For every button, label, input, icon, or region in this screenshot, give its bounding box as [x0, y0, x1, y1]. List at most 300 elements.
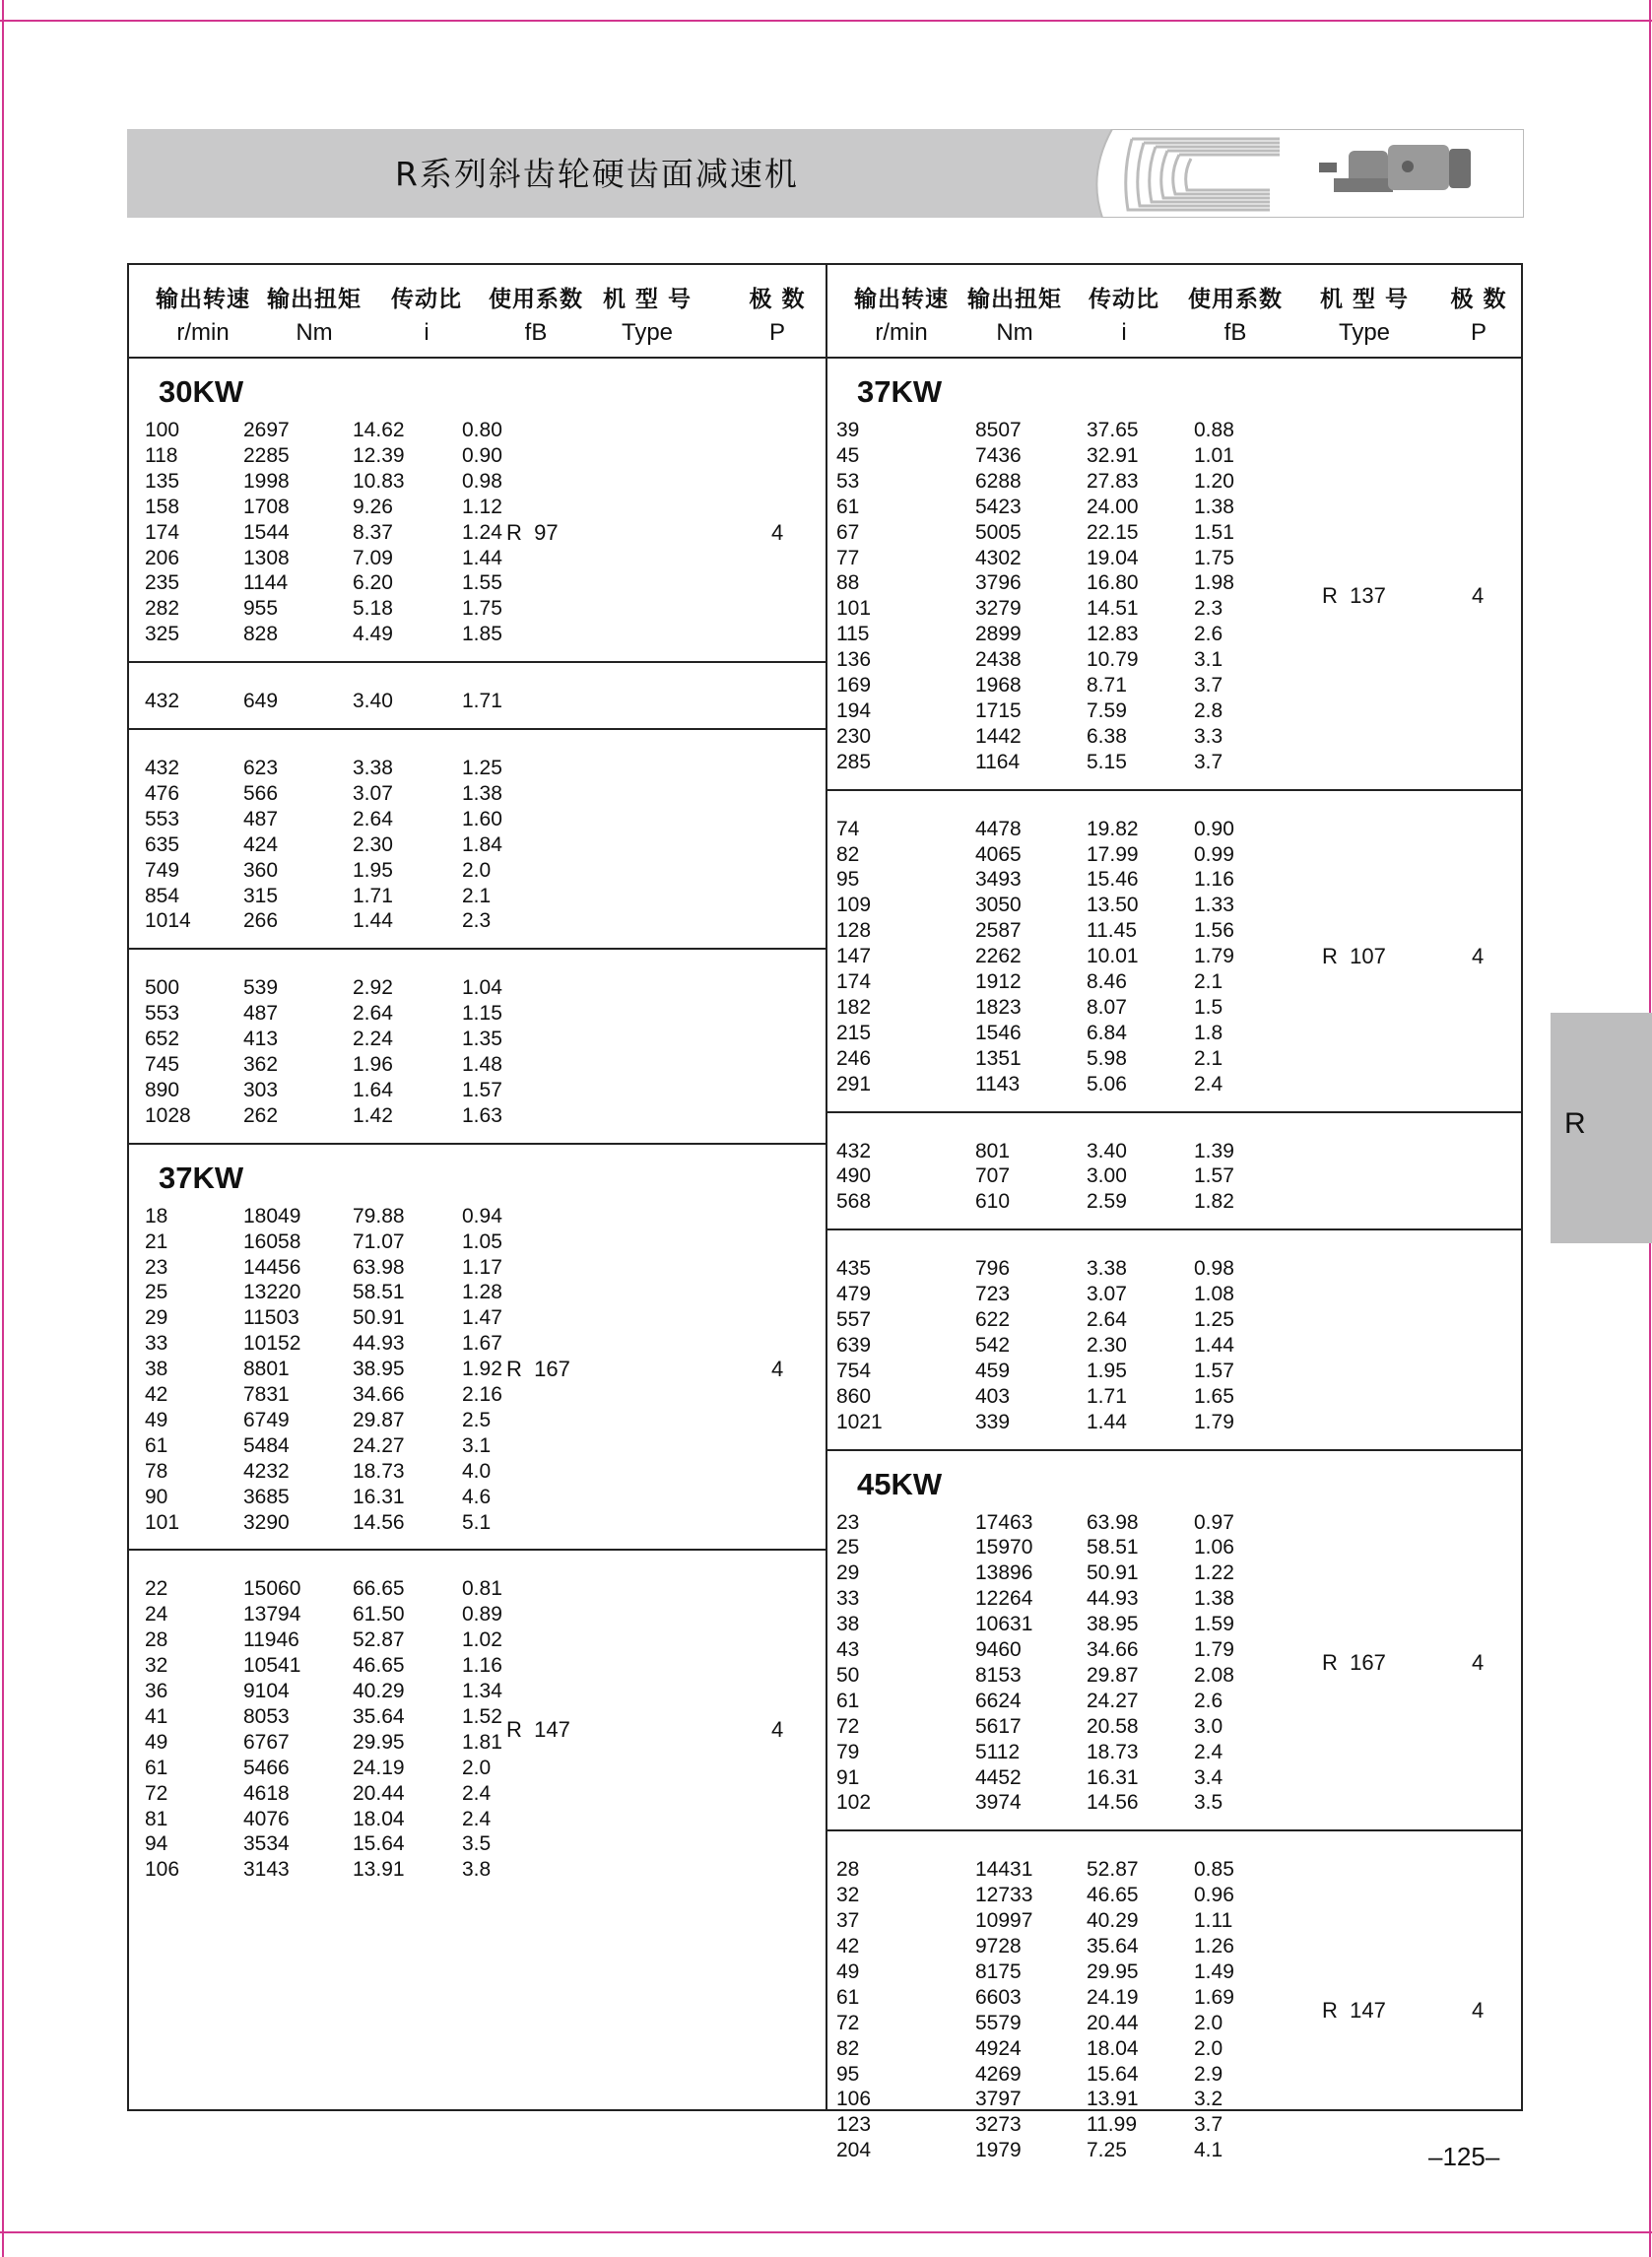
block-separator: [129, 661, 826, 663]
section-tab[interactable]: [1551, 1013, 1652, 1243]
column-header-cn: 传动比: [1089, 287, 1159, 312]
ratio-cell: 6.38: [1087, 724, 1127, 748]
speed-cell: 32: [145, 1654, 168, 1678]
speed-cell: 61: [836, 1985, 860, 2009]
torque-cell: 955: [243, 597, 279, 621]
torque-cell: 4232: [243, 1459, 290, 1483]
ratio-cell: 13.50: [1087, 894, 1139, 917]
ratio-cell: 44.93: [1087, 1587, 1139, 1611]
speed-cell: 135: [145, 469, 180, 493]
torque-cell: 539: [243, 976, 279, 1000]
speed-cell: 500: [145, 976, 180, 1000]
service-factor-cell: 1.48: [462, 1053, 502, 1076]
speed-cell: 147: [836, 945, 872, 968]
service-factor-cell: 0.99: [1194, 842, 1234, 866]
ratio-cell: 24.27: [353, 1433, 405, 1457]
speed-cell: 33: [836, 1587, 860, 1611]
ratio-cell: 20.44: [353, 1781, 405, 1805]
speed-cell: 639: [836, 1333, 872, 1357]
torque-cell: 15970: [975, 1536, 1033, 1560]
service-factor-cell: 1.51: [1194, 520, 1234, 544]
ratio-cell: 61.50: [353, 1603, 405, 1626]
ratio-cell: 44.93: [353, 1332, 405, 1356]
column-header-unit: P: [768, 319, 785, 346]
torque-cell: 8053: [243, 1704, 290, 1728]
torque-cell: 3796: [975, 571, 1022, 595]
service-factor-cell: 1.16: [1194, 868, 1234, 892]
service-factor-cell: 2.4: [462, 1807, 492, 1830]
torque-cell: 424: [243, 832, 279, 856]
speed-cell: 568: [836, 1190, 872, 1214]
column-header-unit: Nm: [996, 319, 1033, 346]
torque-cell: 1308: [243, 546, 290, 569]
header-rule: [827, 357, 1523, 359]
speed-cell: 90: [145, 1485, 168, 1508]
torque-cell: 2262: [975, 945, 1022, 968]
torque-cell: 5423: [975, 495, 1022, 518]
service-factor-cell: 1.16: [462, 1654, 502, 1678]
column-header-unit: i: [424, 319, 430, 346]
speed-cell: 61: [836, 1689, 860, 1712]
torque-cell: 7436: [975, 443, 1022, 467]
ratio-cell: 40.29: [353, 1680, 405, 1702]
service-factor-cell: 4.0: [462, 1459, 492, 1483]
speed-cell: 1021: [836, 1410, 883, 1433]
block-separator: [129, 1549, 826, 1551]
torque-cell: 6603: [975, 1985, 1022, 2009]
torque-cell: 2285: [243, 443, 290, 467]
speed-cell: 32: [836, 1884, 860, 1907]
service-factor-cell: 2.4: [462, 1781, 492, 1805]
service-factor-cell: 1.06: [1194, 1536, 1234, 1560]
service-factor-cell: 1.20: [1194, 469, 1234, 493]
torque-cell: 1351: [975, 1046, 1022, 1070]
torque-cell: 8175: [975, 1959, 1022, 1983]
ratio-cell: 8.71: [1087, 674, 1127, 697]
ratio-cell: 16.31: [1087, 1765, 1139, 1789]
speed-cell: 282: [145, 597, 180, 621]
service-factor-cell: 1.75: [462, 597, 502, 621]
speed-cell: 325: [145, 623, 180, 646]
speed-cell: 432: [145, 757, 180, 779]
speed-cell: 115: [836, 623, 870, 646]
speed-cell: 24: [145, 1603, 168, 1626]
speed-cell: 28: [145, 1628, 168, 1652]
service-factor-cell: 0.81: [462, 1577, 502, 1601]
torque-cell: 828: [243, 623, 279, 646]
table-row: [0, 1934, 1234, 1959]
service-factor-cell: 1.85: [462, 623, 502, 646]
torque-cell: 1968: [975, 674, 1022, 697]
ratio-cell: 29.87: [353, 1408, 405, 1431]
speed-cell: 128: [836, 919, 872, 943]
torque-cell: 315: [243, 884, 279, 907]
service-factor-cell: 1.60: [462, 807, 502, 830]
torque-cell: 4618: [243, 1781, 290, 1805]
service-factor-cell: 1.79: [1194, 1410, 1234, 1433]
service-factor-cell: 0.97: [1194, 1510, 1234, 1534]
page-title: R系列斜齿轮硬齿面减速机: [395, 155, 799, 193]
table-row: [0, 944, 1234, 969]
service-factor-cell: 1.5: [1194, 995, 1223, 1019]
pole-count: 4: [1472, 1997, 1485, 2023]
torque-cell: 1823: [975, 995, 1022, 1019]
ratio-cell: 14.56: [1087, 1791, 1139, 1815]
torque-cell: 11503: [243, 1306, 299, 1330]
table-row: [0, 1229, 502, 1255]
service-factor-cell: 2.3: [462, 909, 492, 933]
service-factor-cell: 1.02: [462, 1628, 502, 1652]
speed-cell: 23: [145, 1255, 168, 1279]
torque-cell: 3797: [975, 2088, 1022, 2111]
service-factor-cell: 0.98: [462, 469, 502, 493]
table-row: [0, 1139, 1234, 1164]
torque-cell: 723: [975, 1283, 1011, 1306]
ratio-cell: 29.95: [353, 1730, 405, 1754]
ratio-cell: 66.65: [353, 1577, 405, 1601]
speed-cell: 88: [836, 571, 860, 595]
speed-cell: 174: [836, 970, 872, 993]
speed-cell: 246: [836, 1046, 872, 1070]
torque-cell: 4302: [975, 546, 1022, 569]
block-separator: [129, 728, 826, 730]
torque-cell: 9104: [243, 1680, 290, 1702]
speed-cell: 557: [836, 1308, 872, 1331]
ratio-cell: 13.91: [1087, 2088, 1139, 2111]
column-header-unit: i: [1121, 319, 1127, 346]
speed-cell: 23: [836, 1510, 860, 1534]
torque-cell: 1708: [243, 495, 290, 518]
torque-cell: 14431: [975, 1858, 1033, 1882]
column-header-cn: 使用系数: [489, 287, 583, 312]
speed-cell: 291: [836, 1072, 872, 1095]
service-factor-cell: 2.1: [1194, 1046, 1223, 1070]
pole-count: 4: [771, 1357, 784, 1382]
ratio-cell: 8.46: [1087, 970, 1127, 993]
ratio-cell: 63.98: [353, 1255, 405, 1279]
speed-cell: 38: [145, 1358, 168, 1381]
service-factor-cell: 3.2: [1194, 2088, 1223, 2111]
service-factor-cell: 3.7: [1194, 674, 1223, 697]
table-row: [0, 1433, 492, 1459]
ratio-cell: 24.00: [1087, 495, 1139, 518]
speed-cell: 78: [145, 1459, 168, 1483]
service-factor-cell: 1.11: [1194, 1909, 1233, 1933]
power-rating: 30KW: [159, 374, 244, 409]
block-separator: [129, 1143, 826, 1145]
column-header-unit: P: [1470, 319, 1487, 346]
speed-cell: 45: [836, 443, 860, 467]
ratio-cell: 16.31: [353, 1485, 405, 1508]
service-factor-cell: 2.0: [1194, 2011, 1223, 2034]
ratio-cell: 14.56: [353, 1510, 405, 1534]
ratio-cell: 6.84: [1087, 1021, 1127, 1044]
table-row: [0, 1189, 1234, 1215]
service-factor-cell: 1.25: [1194, 1308, 1234, 1331]
torque-cell: 403: [975, 1384, 1011, 1408]
torque-cell: 649: [243, 690, 279, 713]
speed-cell: 91: [836, 1765, 860, 1789]
speed-cell: 432: [145, 690, 180, 713]
ratio-cell: 7.09: [353, 546, 393, 569]
torque-cell: 12733: [975, 1884, 1033, 1907]
speed-cell: 72: [836, 2011, 860, 2034]
service-factor-cell: 0.89: [462, 1603, 502, 1626]
speed-cell: 18: [145, 1204, 168, 1228]
ratio-cell: 5.98: [1087, 1046, 1127, 1070]
ratio-cell: 10.83: [353, 469, 405, 493]
ratio-cell: 14.51: [1087, 597, 1139, 621]
torque-cell: 13794: [243, 1603, 301, 1626]
ratio-cell: 1.64: [353, 1078, 393, 1101]
service-factor-cell: 1.82: [1194, 1190, 1234, 1214]
service-factor-cell: 1.35: [462, 1028, 502, 1051]
speed-cell: 39: [836, 419, 860, 441]
service-factor-cell: 3.5: [1194, 1791, 1223, 1815]
speed-cell: 749: [145, 858, 180, 882]
ratio-cell: 1.44: [353, 909, 393, 933]
ratio-cell: 2.64: [353, 1002, 393, 1026]
panel-divider: [826, 263, 827, 2111]
table-row: [0, 1560, 1234, 1586]
speed-cell: 61: [145, 1756, 168, 1779]
column-header-cn: 机 型 号: [602, 287, 692, 312]
ratio-cell: 1.42: [353, 1103, 393, 1127]
speed-cell: 49: [836, 1959, 860, 1983]
speed-cell: 43: [836, 1638, 860, 1661]
service-factor-cell: 1.24: [462, 520, 502, 544]
model-type: R 97: [506, 519, 559, 545]
column-header-unit: fB: [1223, 319, 1247, 346]
speed-cell: 109: [836, 894, 872, 917]
ratio-cell: 29.87: [1087, 1663, 1139, 1687]
column-header-unit: fB: [524, 319, 548, 346]
service-factor-cell: 3.1: [462, 1433, 492, 1457]
speed-cell: 21: [145, 1229, 168, 1253]
torque-cell: 362: [243, 1053, 279, 1076]
service-factor-cell: 2.8: [1194, 698, 1223, 722]
service-factor-cell: 1.33: [1194, 894, 1234, 917]
torque-cell: 5005: [975, 520, 1022, 544]
speed-cell: 25: [836, 1536, 860, 1560]
service-factor-cell: 1.28: [462, 1281, 502, 1304]
ratio-cell: 32.91: [1087, 443, 1139, 467]
torque-cell: 1164: [975, 750, 1021, 773]
ratio-cell: 34.66: [353, 1383, 405, 1406]
service-factor-cell: 1.75: [1194, 546, 1234, 569]
ratio-cell: 18.73: [1087, 1740, 1139, 1763]
service-factor-cell: 1.34: [462, 1680, 502, 1702]
torque-cell: 9460: [975, 1638, 1022, 1661]
ratio-cell: 17.99: [1087, 842, 1139, 866]
table-row: [0, 1985, 1234, 2011]
service-factor-cell: 1.38: [1194, 1587, 1234, 1611]
model-type: R 167: [1322, 1649, 1386, 1675]
speed-cell: 553: [145, 807, 180, 830]
service-factor-cell: 2.6: [1194, 1689, 1223, 1712]
speed-cell: 1028: [145, 1103, 191, 1127]
ratio-cell: 63.98: [1087, 1510, 1139, 1534]
service-factor-cell: 0.85: [1194, 1858, 1234, 1882]
torque-cell: 566: [243, 781, 279, 805]
torque-cell: 622: [975, 1308, 1011, 1331]
ratio-cell: 2.59: [1087, 1190, 1127, 1214]
speed-cell: 652: [145, 1028, 180, 1051]
speed-cell: 101: [145, 1510, 180, 1534]
table-row: [0, 2062, 1223, 2088]
torque-cell: 1979: [975, 2139, 1022, 2162]
torque-cell: 542: [975, 1333, 1011, 1357]
torque-cell: 4076: [243, 1807, 290, 1830]
torque-cell: 5466: [243, 1756, 290, 1779]
torque-cell: 623: [243, 757, 279, 779]
speed-cell: 33: [145, 1332, 168, 1356]
service-factor-cell: 1.52: [462, 1704, 502, 1728]
speed-cell: 490: [836, 1164, 872, 1188]
ratio-cell: 1.71: [353, 884, 393, 907]
service-factor-cell: 0.90: [462, 443, 502, 467]
speed-cell: 82: [836, 842, 860, 866]
ratio-cell: 6.20: [353, 571, 393, 595]
torque-cell: 796: [975, 1257, 1011, 1281]
torque-cell: 459: [975, 1359, 1011, 1382]
ratio-cell: 13.91: [353, 1858, 405, 1882]
service-factor-cell: 1.81: [462, 1730, 502, 1754]
speed-cell: 860: [836, 1384, 872, 1408]
speed-cell: 890: [145, 1078, 180, 1101]
torque-cell: 12264: [975, 1587, 1033, 1611]
torque-cell: 610: [975, 1190, 1011, 1214]
service-factor-cell: 1.08: [1194, 1283, 1234, 1306]
speed-cell: 745: [145, 1053, 180, 1076]
torque-cell: 6749: [243, 1408, 290, 1431]
table-row: [0, 1459, 492, 1485]
service-factor-cell: 1.38: [462, 781, 502, 805]
ratio-cell: 29.95: [1087, 1959, 1139, 1983]
service-factor-cell: 3.8: [462, 1858, 492, 1882]
torque-cell: 4065: [975, 842, 1022, 866]
block-separator: [129, 948, 826, 950]
speed-cell: 95: [836, 2062, 860, 2086]
pole-count: 4: [771, 1716, 784, 1742]
speed-cell: 194: [836, 698, 872, 722]
speed-cell: 74: [836, 817, 860, 840]
ratio-cell: 2.24: [353, 1028, 393, 1051]
service-factor-cell: 1.57: [462, 1078, 502, 1101]
page-trim-top: [0, 20, 1652, 22]
speed-cell: 230: [836, 724, 872, 748]
ratio-cell: 15.64: [353, 1832, 405, 1856]
torque-cell: 262: [243, 1103, 279, 1127]
torque-cell: 3290: [243, 1510, 290, 1534]
service-factor-cell: 1.71: [462, 690, 502, 713]
speed-cell: 81: [145, 1807, 168, 1830]
service-factor-cell: 3.0: [1194, 1714, 1223, 1738]
torque-cell: 4452: [975, 1765, 1022, 1789]
ratio-cell: 58.51: [353, 1281, 405, 1304]
torque-cell: 10152: [243, 1332, 301, 1356]
ratio-cell: 37.65: [1087, 419, 1139, 441]
torque-cell: 413: [243, 1028, 279, 1051]
speed-cell: 285: [836, 750, 872, 773]
torque-cell: 3143: [243, 1858, 290, 1882]
ratio-cell: 38.95: [1087, 1613, 1139, 1636]
speed-cell: 95: [836, 868, 860, 892]
speed-cell: 136: [836, 648, 872, 672]
torque-cell: 1715: [975, 698, 1022, 722]
speed-cell: 553: [145, 1002, 180, 1026]
page-trim-bottom: [0, 2231, 1652, 2233]
power-rating: 37KW: [857, 374, 943, 409]
service-factor-cell: 5.1: [462, 1510, 492, 1534]
block-separator: [827, 1111, 1523, 1113]
table-row: [0, 2112, 1223, 2138]
column-header-cn: 输出转速: [156, 287, 250, 312]
service-factor-cell: 2.0: [462, 1756, 492, 1779]
torque-cell: 3050: [975, 894, 1022, 917]
torque-cell: 10997: [975, 1909, 1033, 1933]
speed-cell: 174: [145, 520, 180, 544]
column-header-cn: 极 数: [749, 287, 806, 312]
block-separator: [827, 1829, 1523, 1831]
service-factor-cell: 1.44: [462, 546, 502, 569]
ratio-cell: 19.82: [1087, 817, 1139, 840]
service-factor-cell: 3.4: [1194, 1765, 1223, 1789]
service-factor-cell: 1.22: [1194, 1561, 1234, 1585]
speed-cell: 169: [836, 674, 872, 697]
column-header-cn: 输出扭矩: [267, 287, 362, 312]
torque-cell: 2899: [975, 623, 1022, 646]
model-type: R 167: [506, 1357, 570, 1382]
ratio-cell: 19.04: [1087, 546, 1139, 569]
speed-cell: 72: [836, 1714, 860, 1738]
table-row: [0, 673, 1223, 698]
ratio-cell: 7.25: [1087, 2139, 1127, 2162]
pole-count: 4: [1472, 944, 1485, 969]
torque-cell: 1546: [975, 1021, 1022, 1044]
ratio-cell: 18.73: [353, 1459, 405, 1483]
service-factor-cell: 2.08: [1194, 1663, 1234, 1687]
power-rating: 45KW: [857, 1466, 943, 1501]
pole-count: 4: [771, 519, 784, 545]
speed-cell: 182: [836, 995, 872, 1019]
service-factor-cell: 1.44: [1194, 1333, 1234, 1357]
ratio-cell: 34.66: [1087, 1638, 1139, 1661]
service-factor-cell: 1.79: [1194, 1638, 1234, 1661]
torque-cell: 1442: [975, 724, 1022, 748]
service-factor-cell: 0.90: [1194, 817, 1234, 840]
column-header-cn: 机 型 号: [1319, 287, 1409, 312]
block-separator: [827, 789, 1523, 791]
ratio-cell: 46.65: [1087, 1884, 1139, 1907]
torque-cell: 15060: [243, 1577, 301, 1601]
service-factor-cell: 1.79: [1194, 945, 1234, 968]
block-separator: [827, 1449, 1523, 1451]
torque-cell: 487: [243, 807, 279, 830]
service-factor-cell: 2.4: [1194, 1072, 1223, 1095]
torque-cell: 360: [243, 858, 279, 882]
speed-cell: 79: [836, 1740, 860, 1763]
ratio-cell: 3.07: [353, 781, 393, 805]
ratio-cell: 35.64: [1087, 1935, 1139, 1958]
torque-cell: 11946: [243, 1628, 299, 1652]
table-row: [0, 1535, 1234, 1560]
speed-cell: 25: [145, 1281, 168, 1304]
service-factor-cell: 1.39: [1194, 1139, 1234, 1162]
torque-cell: 5112: [975, 1740, 1021, 1763]
banner-graphic: [127, 129, 1524, 218]
torque-cell: 2438: [975, 648, 1022, 672]
